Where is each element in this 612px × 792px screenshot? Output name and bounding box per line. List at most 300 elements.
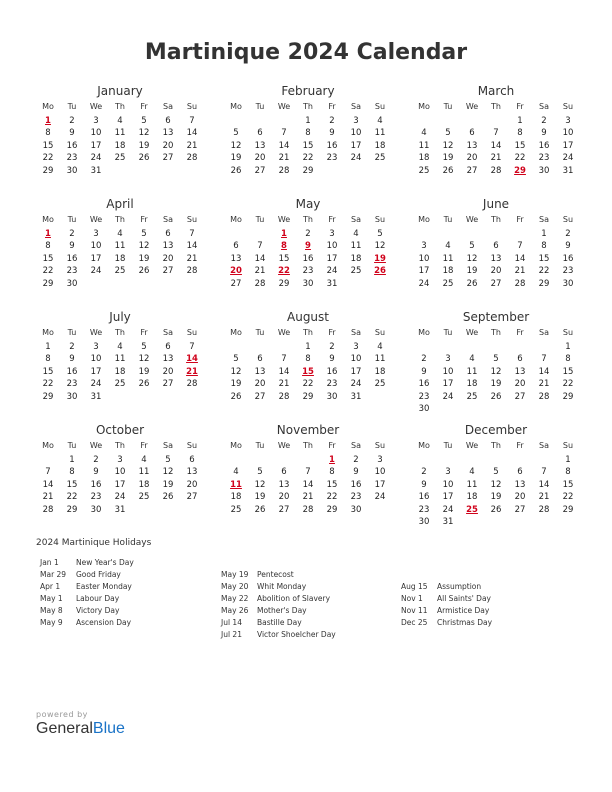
day-cell: 6 [517,467,523,478]
day-cell: 29 [42,278,54,289]
weekday-label: Th [303,215,313,224]
day-cell: 12 [374,241,386,252]
day-cell: 9 [541,128,547,139]
day-cell: 21 [186,253,198,264]
day-cell: 17 [562,140,574,151]
day-cell: 2 [329,342,335,352]
day-cell: 23 [90,492,102,503]
day-cell: 22 [42,379,54,390]
weekday-label: Sa [539,215,549,224]
weekday-label: Mo [42,441,54,450]
day-cell: 24 [442,504,454,515]
day-cell: 15 [42,140,54,151]
holiday-name: Christmas Day [437,618,493,627]
day-cell: 4 [469,354,475,365]
weekday-label: Th [491,441,501,450]
day-cell: 12 [138,128,150,139]
day-cell: 28 [302,504,314,515]
weekday-label: Tu [443,328,453,337]
day-cell: 11 [114,241,126,252]
day-cell: 30 [90,504,102,515]
day-cell: 11 [466,479,478,490]
holiday-day: 1 [329,455,335,465]
day-cell: 7 [493,128,499,139]
day-cell: 20 [514,492,526,503]
day-cell: 6 [165,229,171,239]
month-name: May [295,197,321,211]
day-cell: 4 [117,342,123,352]
weekday-label: Th [491,328,501,337]
weekday-label: We [465,215,479,224]
day-cell: 12 [442,140,454,151]
day-cell: 20 [490,266,502,277]
day-cell: 5 [257,467,263,478]
day-cell: 25 [374,379,386,390]
day-cell: 1 [541,229,547,239]
weekday-label: Su [562,102,574,111]
weekday-label: We [465,441,479,450]
day-cell: 14 [302,479,314,490]
month-name: April [106,197,134,211]
weekday-label: We [277,215,291,224]
day-cell: 17 [418,266,430,277]
day-cell: 4 [421,128,427,139]
day-cell: 24 [442,391,454,402]
day-cell: 26 [138,266,150,277]
day-cell: 24 [350,379,362,390]
day-cell: 5 [233,354,239,365]
day-cell: 16 [418,492,430,503]
day-cell: 26 [254,504,266,515]
day-cell: 31 [562,165,574,176]
day-cell: 28 [538,391,550,402]
weekday-label: Fr [516,215,524,224]
day-cell: 29 [302,165,314,176]
weekday-label: Mo [42,102,54,111]
weekday-label: Tu [255,328,265,337]
day-cell: 28 [254,278,266,289]
day-cell: 22 [514,153,526,164]
month-name: February [281,84,335,98]
day-cell: 14 [278,140,290,151]
day-cell: 10 [350,354,362,365]
day-cell: 13 [162,241,174,252]
day-cell: 30 [66,278,78,289]
day-cell: 18 [374,366,386,377]
weekday-label: Tu [255,102,265,111]
day-cell: 9 [353,467,359,478]
month-name: March [477,84,515,98]
weekday-label: Su [374,215,386,224]
weekday-label: Su [186,441,198,450]
day-cell: 13 [466,140,478,151]
day-cell: 12 [162,467,174,478]
day-cell: 3 [93,342,99,352]
day-cell: 10 [90,241,102,252]
day-cell: 3 [353,342,359,352]
day-cell: 16 [418,379,430,390]
holiday-day: 26 [374,266,386,277]
weekday-label: Tu [67,215,77,224]
day-cell: 1 [565,342,571,352]
day-cell: 15 [514,140,526,151]
holiday-day: 25 [466,504,478,515]
day-cell: 7 [189,229,195,239]
day-cell: 28 [278,165,290,176]
day-cell: 28 [514,278,526,289]
day-cell: 14 [514,253,526,264]
holiday-name: Labour Day [76,594,120,603]
day-cell: 5 [493,354,499,365]
day-cell: 11 [442,253,454,264]
day-cell: 9 [69,241,75,252]
weekday-label: Th [115,102,125,111]
day-cell: 1 [305,116,311,126]
day-cell: 27 [230,278,242,289]
day-cell: 19 [466,266,478,277]
weekday-label: Mo [418,328,430,337]
day-cell: 4 [117,229,123,239]
weekday-label: Su [562,215,574,224]
day-cell: 15 [42,366,54,377]
holiday-day: 21 [186,366,198,377]
day-cell: 20 [186,479,198,490]
day-cell: 19 [230,379,242,390]
day-cell: 2 [421,467,427,478]
weekday-label: Su [562,441,574,450]
day-cell: 13 [230,253,242,264]
day-cell: 28 [42,504,54,515]
day-cell: 4 [117,116,123,126]
page-title: Martinique 2024 Calendar [144,40,468,65]
holiday-name: Ascension Day [76,618,132,627]
brand-logo[interactable] [36,720,125,738]
weekday-label: Mo [42,328,54,337]
holiday-day: 15 [302,366,314,377]
day-cell: 16 [326,140,338,151]
weekday-label: Fr [328,328,336,337]
day-cell: 30 [66,391,78,402]
weekday-label: Sa [539,328,549,337]
weekday-label: We [277,328,291,337]
day-cell: 17 [374,479,386,490]
day-cell: 8 [45,354,51,365]
day-cell: 5 [377,229,383,239]
day-cell: 2 [353,455,359,465]
day-cell: 13 [162,354,174,365]
weekday-label: We [277,441,291,450]
day-cell: 7 [517,241,523,252]
day-cell: 13 [490,253,502,264]
weekday-label: Th [491,102,501,111]
day-cell: 4 [445,241,451,252]
day-cell: 17 [114,479,126,490]
day-cell: 9 [565,241,571,252]
day-cell: 3 [445,354,451,365]
day-cell: 24 [326,266,338,277]
day-cell: 23 [418,504,430,515]
day-cell: 6 [469,128,475,139]
day-cell: 25 [418,165,430,176]
day-cell: 29 [538,278,550,289]
day-cell: 10 [442,479,454,490]
day-cell: 19 [138,253,150,264]
day-cell: 19 [138,140,150,151]
weekday-label: Tu [443,215,453,224]
day-cell: 27 [254,165,266,176]
weekday-label: We [89,328,103,337]
holiday-date: Dec 25 [401,618,428,627]
day-cell: 13 [278,479,290,490]
day-cell: 24 [374,492,386,503]
day-cell: 6 [493,241,499,252]
day-cell: 27 [466,165,478,176]
day-cell: 8 [45,128,51,139]
month-name: September [462,310,530,324]
day-cell: 18 [138,479,150,490]
day-cell: 6 [233,241,239,252]
weekday-label: Mo [418,102,430,111]
day-cell: 6 [257,354,263,365]
day-cell: 7 [541,467,547,478]
day-cell: 14 [186,128,198,139]
weekday-label: Fr [328,215,336,224]
weekday-label: We [89,102,103,111]
day-cell: 31 [90,165,102,176]
day-cell: 10 [326,241,338,252]
day-cell: 19 [490,492,502,503]
holiday-date: May 19 [221,570,249,579]
day-cell: 14 [538,366,550,377]
day-cell: 16 [66,366,78,377]
month-name: December [464,423,528,437]
day-cell: 21 [514,266,526,277]
day-cell: 16 [350,479,362,490]
weekday-label: Sa [163,102,173,111]
day-cell: 9 [329,128,335,139]
day-cell: 29 [42,165,54,176]
weekday-label: Tu [67,328,77,337]
day-cell: 10 [350,128,362,139]
weekday-label: Fr [516,441,524,450]
powered-by-label: powered by [36,710,88,719]
day-cell: 24 [418,278,430,289]
weekday-label: Su [374,102,386,111]
holiday-name: Abolition of Slavery [257,594,331,603]
holiday-date: May 20 [221,582,249,591]
day-cell: 6 [165,116,171,126]
holiday-name: Assumption [437,582,482,591]
day-cell: 19 [162,479,174,490]
day-cell: 3 [329,229,335,239]
day-cell: 5 [445,128,451,139]
holiday-date: Jul 21 [221,630,242,639]
holiday-day: 11 [230,479,242,490]
day-cell: 31 [350,391,362,402]
day-cell: 24 [114,492,126,503]
day-cell: 10 [90,128,102,139]
day-cell: 8 [565,467,571,478]
day-cell: 27 [490,278,502,289]
day-cell: 3 [353,116,359,126]
holiday-name: Easter Monday [76,582,132,591]
day-cell: 8 [517,128,523,139]
holiday-name: Victor Shoelcher Day [257,630,336,639]
day-cell: 5 [141,342,147,352]
day-cell: 27 [162,153,174,164]
day-cell: 13 [514,366,526,377]
holiday-day: 1 [281,229,287,239]
month-name: January [97,84,143,98]
holiday-date: May 1 [40,594,63,603]
day-cell: 11 [114,128,126,139]
day-cell: 25 [114,379,126,390]
day-cell: 12 [490,366,502,377]
day-cell: 18 [114,253,126,264]
day-cell: 10 [374,467,386,478]
day-cell: 25 [114,153,126,164]
weekday-label: Mo [230,441,242,450]
holiday-day: 1 [45,229,51,239]
day-cell: 15 [278,253,290,264]
day-cell: 1 [517,116,523,126]
day-cell: 7 [541,354,547,365]
day-cell: 25 [442,278,454,289]
day-cell: 8 [565,354,571,365]
day-cell: 4 [141,455,147,465]
day-cell: 25 [350,266,362,277]
holiday-name: Bastille Day [257,618,302,627]
day-cell: 21 [186,140,198,151]
day-cell: 5 [469,241,475,252]
day-cell: 29 [66,504,78,515]
day-cell: 12 [254,479,266,490]
day-cell: 2 [69,116,75,126]
day-cell: 30 [562,278,574,289]
weekday-label: Tu [255,441,265,450]
day-cell: 11 [466,366,478,377]
day-cell: 24 [562,153,574,164]
day-cell: 31 [90,391,102,402]
weekday-label: Th [115,328,125,337]
day-cell: 8 [305,354,311,365]
day-cell: 13 [254,140,266,151]
day-cell: 14 [42,479,54,490]
day-cell: 9 [329,354,335,365]
day-cell: 29 [278,278,290,289]
weekday-label: Sa [163,441,173,450]
day-cell: 21 [538,492,550,503]
weekday-label: Mo [230,102,242,111]
weekday-label: Sa [163,215,173,224]
day-cell: 18 [442,266,454,277]
weekday-label: Fr [516,102,524,111]
day-cell: 12 [138,354,150,365]
day-cell: 9 [93,467,99,478]
day-cell: 11 [350,241,362,252]
holiday-day: 19 [374,253,386,264]
day-cell: 27 [254,391,266,402]
weekday-label: We [89,441,103,450]
day-cell: 22 [562,492,574,503]
weekday-label: Su [562,328,574,337]
day-cell: 26 [162,492,174,503]
day-cell: 10 [114,467,126,478]
day-cell: 24 [90,379,102,390]
weekday-label: Th [303,441,313,450]
day-cell: 23 [350,492,362,503]
day-cell: 28 [186,379,198,390]
holiday-day: 14 [186,354,198,365]
brand-part-general: General [36,720,93,737]
day-cell: 3 [445,467,451,478]
day-cell: 6 [517,354,523,365]
day-cell: 30 [418,404,430,414]
day-cell: 9 [69,128,75,139]
day-cell: 30 [350,504,362,515]
day-cell: 7 [45,467,51,478]
day-cell: 12 [230,140,242,151]
holiday-name: Armistice Day [437,606,490,615]
weekday-label: Mo [418,441,430,450]
day-cell: 13 [254,366,266,377]
day-cell: 2 [69,229,75,239]
weekday-label: Mo [230,328,242,337]
day-cell: 28 [186,153,198,164]
weekday-label: Th [491,215,501,224]
day-cell: 21 [42,492,54,503]
day-cell: 12 [490,479,502,490]
weekday-label: Mo [42,215,54,224]
weekday-label: Fr [140,328,148,337]
day-cell: 30 [302,278,314,289]
weekday-label: Su [186,102,198,111]
day-cell: 27 [278,504,290,515]
day-cell: 16 [326,366,338,377]
day-cell: 4 [233,467,239,478]
day-cell: 19 [442,153,454,164]
day-cell: 21 [538,379,550,390]
day-cell: 19 [490,379,502,390]
day-cell: 18 [466,492,478,503]
month-name: June [482,197,510,211]
weekday-label: Th [115,441,125,450]
day-cell: 26 [490,391,502,402]
weekday-label: Tu [443,441,453,450]
day-cell: 3 [93,116,99,126]
day-cell: 9 [421,479,427,490]
day-cell: 3 [565,116,571,126]
day-cell: 2 [93,455,99,465]
day-cell: 25 [114,266,126,277]
month-name: November [276,423,340,437]
holiday-day: 1 [45,116,51,126]
weekday-label: Su [186,215,198,224]
weekday-label: Fr [140,441,148,450]
weekday-label: Sa [351,215,361,224]
day-cell: 29 [302,391,314,402]
day-cell: 11 [138,467,150,478]
day-cell: 30 [538,165,550,176]
day-cell: 16 [66,140,78,151]
day-cell: 12 [466,253,478,264]
day-cell: 8 [329,467,335,478]
day-cell: 19 [138,366,150,377]
weekday-label: Fr [328,102,336,111]
day-cell: 17 [442,492,454,503]
day-cell: 3 [377,455,383,465]
day-cell: 15 [66,479,78,490]
